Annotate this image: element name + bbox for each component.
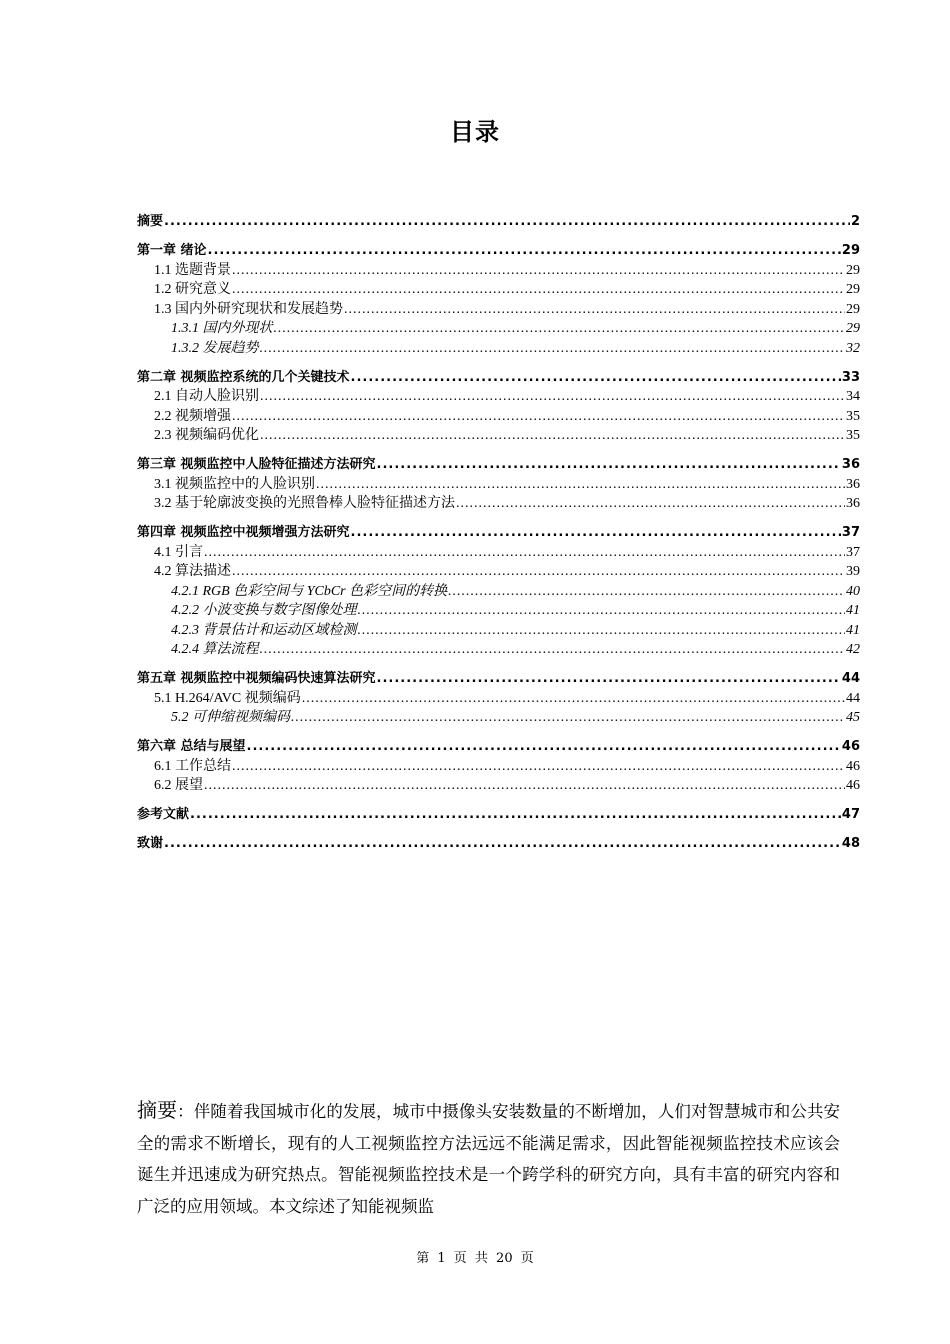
toc-entry[interactable] (137, 368, 860, 388)
toc-entry-label: 4.1 引言 (154, 544, 203, 560)
toc-entry[interactable] (137, 523, 860, 543)
toc-leader-dots (291, 708, 845, 728)
toc-leader-dots (302, 689, 845, 709)
toc-entry-page: 34 (846, 389, 860, 404)
table-of-contents (137, 212, 860, 854)
toc-entry-page: 29 (846, 301, 860, 317)
toc-leader-dots (247, 737, 841, 757)
toc-entry-page: 35 (846, 428, 860, 443)
toc-entry-label: 致谢 (137, 836, 164, 851)
abstract-paragraph (137, 1095, 840, 1222)
toc-entry-page: 42 (846, 642, 860, 657)
toc-entry-page: 46 (841, 739, 860, 754)
toc-entry-page: 36 (846, 476, 860, 492)
toc-entry-page: 46 (846, 758, 860, 774)
toc-leader-dots (351, 523, 841, 543)
toc-entry[interactable] (137, 582, 860, 602)
toc-entry-label: 第四章 视频监控中视频增强方法研究 (137, 525, 350, 540)
toc-leader-dots (232, 757, 845, 777)
toc-entry-page: 29 (841, 243, 860, 258)
toc-entry-page: 41 (846, 622, 860, 638)
toc-leader-dots (232, 562, 845, 582)
toc-leader-dots (448, 582, 845, 602)
toc-entry[interactable] (137, 300, 860, 320)
toc-entry[interactable] (137, 475, 860, 495)
toc-entry-label: 第五章 视频监控中视频编码快速算法研究 (137, 671, 376, 686)
toc-entry-label: 4.2 算法描述 (154, 564, 231, 579)
toc-entry-page: 40 (846, 583, 860, 599)
toc-leader-dots (377, 669, 841, 689)
toc-leader-dots (358, 601, 846, 621)
toc-leader-dots (344, 300, 845, 320)
abstract-heading: 摘要 (137, 1098, 178, 1122)
toc-entry-label: 4.2.2 小波变换与数字图像处理 (171, 603, 357, 618)
toc-entry-page: 41 (846, 603, 860, 618)
toc-entry-label: 第一章 绪论 (137, 243, 207, 258)
toc-entry-page: 36 (846, 496, 860, 511)
toc-entry[interactable] (137, 455, 860, 475)
toc-entry-page: 44 (846, 690, 860, 706)
toc-entry[interactable] (137, 280, 860, 300)
abstract-text: ：伴随着我国城市化的发展，城市中摄像头安装数量的不断增加，人们对智慧城市和公共安全的需求不断增长，现有的人工视频监控方法远远不能满足需求，因此智能视频监控技术应该会诞生并迅速成为研究热点。智能视频监控技术是一个跨学科的研究方向，具有丰富的研究内容和广泛的应用领域。本文综述了知能视频监 (137, 1102, 841, 1216)
toc-title: 目录 (450, 118, 500, 146)
toc-leader-dots (260, 387, 845, 407)
toc-entry-label: 6.1 工作总结 (154, 758, 231, 774)
toc-entry-label: 1.3.2 发展趋势 (171, 340, 259, 356)
toc-entry-label: 2.2 视频增强 (154, 408, 231, 424)
toc-leader-dots (164, 834, 841, 854)
toc-entry[interactable] (137, 757, 860, 777)
toc-entry-label: 1.3.1 国内外现状 (171, 321, 273, 336)
toc-entry-label: 6.2 展望 (154, 778, 203, 793)
toc-entry[interactable] (137, 640, 860, 660)
toc-entry[interactable] (137, 562, 860, 582)
toc-leader-dots (260, 426, 845, 446)
toc-entry-label: 4.2.1 RGB 色彩空间与 YCbCr 色彩空间的转换 (171, 583, 448, 599)
toc-entry[interactable] (137, 621, 860, 641)
toc-entry-label: 2.3 视频编码优化 (154, 428, 259, 443)
toc-entry-page: 46 (846, 778, 860, 793)
toc-entry-label: 4.2.4 算法流程 (171, 642, 259, 657)
toc-leader-dots (358, 621, 846, 641)
toc-entry-page: 2 (850, 214, 860, 229)
toc-entry[interactable] (137, 805, 860, 825)
toc-entry-label: 参考文献 (137, 807, 190, 822)
toc-entry[interactable] (137, 689, 860, 709)
toc-entry[interactable] (137, 261, 860, 281)
toc-entry-label: 2.1 自动人脸识别 (154, 389, 259, 404)
toc-entry-label: 1.3 国内外研究现状和发展趋势 (154, 301, 343, 317)
toc-entry-label: 1.2 研究意义 (154, 282, 231, 297)
toc-entry[interactable] (137, 543, 860, 563)
toc-entry-page: 32 (846, 340, 860, 356)
toc-entry[interactable] (137, 339, 860, 359)
toc-entry[interactable] (137, 737, 860, 757)
toc-entry-label: 第二章 视频监控系统的几个关键技术 (137, 369, 350, 385)
toc-leader-dots (260, 640, 846, 660)
toc-leader-dots (316, 475, 845, 495)
toc-entry[interactable] (137, 708, 860, 728)
toc-leader-dots (232, 280, 845, 300)
toc-leader-dots (208, 241, 841, 261)
toc-leader-dots (204, 543, 845, 563)
toc-leader-dots (260, 339, 846, 359)
toc-entry-page: 33 (841, 369, 860, 385)
toc-leader-dots (190, 805, 841, 825)
toc-entry-label: 摘要 (137, 214, 164, 229)
toc-entry-label: 5.2 可伸缩视频编码 (171, 710, 290, 725)
toc-leader-dots (456, 494, 845, 514)
toc-entry-page: 39 (846, 564, 860, 579)
toc-entry[interactable] (137, 494, 860, 514)
toc-entry-page: 29 (846, 321, 860, 336)
toc-entry-page: 29 (846, 262, 860, 278)
toc-entry-page: 48 (841, 836, 860, 851)
toc-entry-label: 第六章 总结与展望 (137, 739, 246, 754)
toc-entry-label: 3.1 视频监控中的人脸识别 (154, 476, 315, 492)
toc-leader-dots (164, 212, 850, 232)
toc-entry-page: 36 (841, 457, 860, 472)
toc-entry[interactable] (137, 669, 860, 689)
toc-entry-page: 37 (846, 544, 860, 560)
toc-leader-dots (232, 261, 845, 281)
toc-entry-page: 44 (841, 671, 860, 686)
toc-entry-label: 1.1 选题背景 (154, 262, 231, 278)
toc-entry[interactable] (137, 387, 860, 407)
toc-entry[interactable] (137, 241, 860, 261)
toc-entry-label: 第三章 视频监控中人脸特征描述方法研究 (137, 457, 376, 472)
page-footer: 第 1 页 共 20 页 (416, 1251, 534, 1266)
toc-entry[interactable] (137, 212, 860, 232)
toc-leader-dots (232, 407, 845, 427)
toc-entry-page: 37 (841, 525, 860, 540)
toc-entry[interactable] (137, 319, 860, 339)
toc-entry-label: 4.2.3 背景估计和运动区域检测 (171, 622, 357, 638)
toc-entry-label: 5.1 H.264/AVC 视频编码 (154, 690, 301, 706)
toc-entry-page: 47 (841, 807, 860, 822)
toc-leader-dots (351, 368, 841, 388)
toc-entry[interactable] (137, 834, 860, 854)
toc-entry[interactable] (137, 407, 860, 427)
toc-entry[interactable] (137, 601, 860, 621)
toc-entry-page: 29 (846, 282, 860, 297)
toc-leader-dots (377, 455, 841, 475)
toc-entry[interactable] (137, 426, 860, 446)
toc-entry-label: 3.2 基于轮廓波变换的光照鲁棒人脸特征描述方法 (154, 496, 455, 511)
toc-entry[interactable] (137, 776, 860, 796)
toc-entry-page: 45 (846, 710, 860, 725)
toc-leader-dots (204, 776, 845, 796)
toc-leader-dots (274, 319, 846, 339)
toc-entry-page: 35 (846, 408, 860, 424)
